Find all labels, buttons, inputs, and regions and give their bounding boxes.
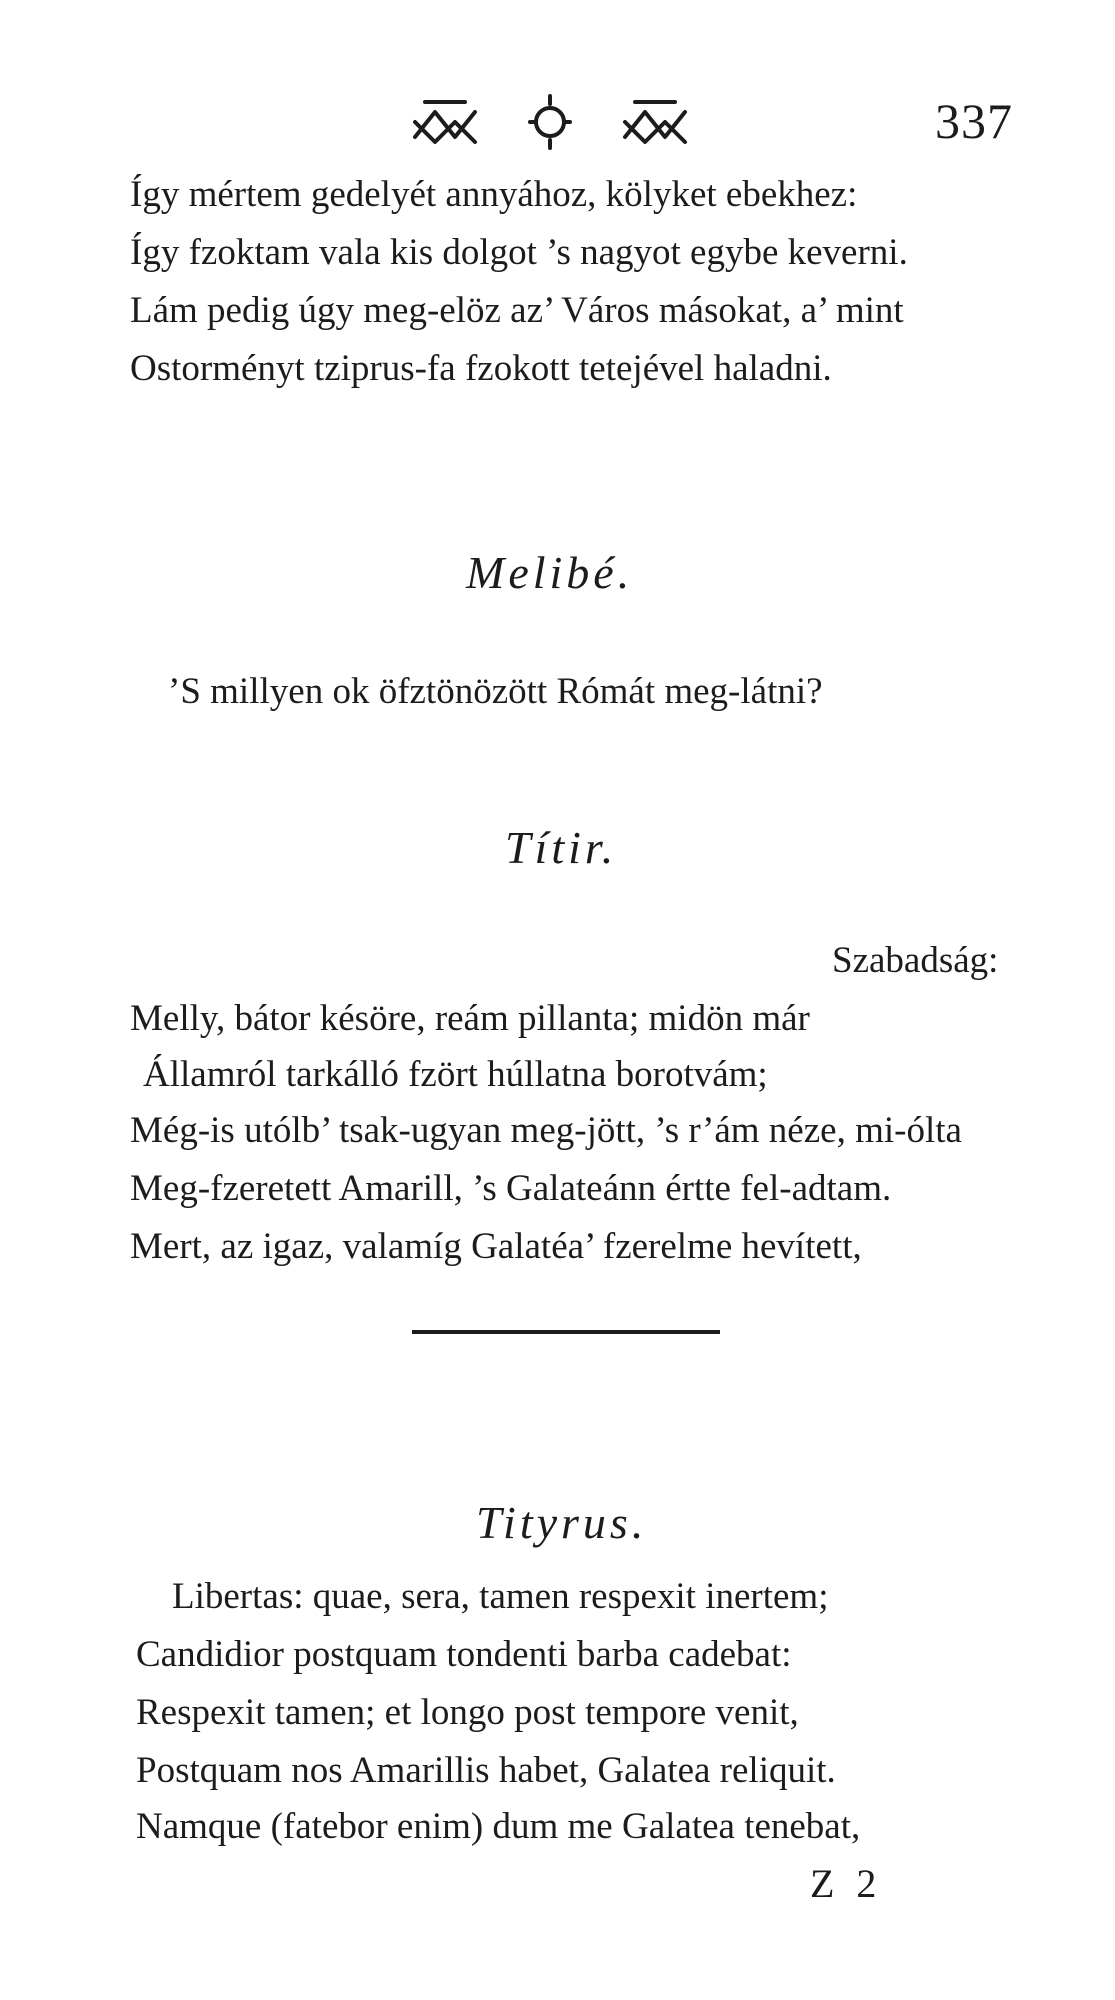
text-line: Szabadság: — [832, 940, 999, 981]
speaker-heading-titir: Títir. — [505, 822, 618, 873]
text-line: Postquam nos Amarillis habet, Galatea reliquit. — [136, 1750, 836, 1791]
section-divider-rule — [412, 1330, 720, 1334]
text-line: Így fzoktam vala kis dolgot ’s nagyot egybe keverni. — [130, 232, 908, 273]
speaker-heading-melibe: Melibé. — [466, 547, 634, 598]
text-line: Mert, az igaz, valamíg Galatéa’ fzerelme hevített, — [130, 1226, 862, 1267]
text-line: Lám pedig úgy meg-elöz az’ Város másokat, a’ mint — [130, 290, 904, 331]
page-number: 337 — [935, 93, 1013, 149]
text-line: Libertas: quae, sera, tamen respexit inertem; — [172, 1576, 829, 1617]
text-line: Respexit tamen; et longo post tempore venit, — [136, 1692, 799, 1733]
text-line: Államról tarkálló fzört húllatna borotvám; — [143, 1054, 768, 1095]
text-line: Még-is utólb’ tsak-ugyan meg-jött, ’s r’ám néze, mi-ólta — [130, 1110, 962, 1151]
printers-ornament-icon — [405, 92, 695, 152]
text-line: Namque (fatebor enim) dum me Galatea tenebat, — [136, 1806, 861, 1847]
speaker-heading-tityrus: Tityrus. — [476, 1497, 648, 1548]
signature-mark: Z 2 — [810, 1861, 883, 1906]
text-line: ’S millyen ok öfztönözött Rómát meg-látni? — [168, 671, 823, 712]
text-line: Candidior postquam tondenti barba cadebat: — [136, 1634, 792, 1675]
text-line: Melly, bátor késöre, reám pillanta; midön már — [130, 998, 810, 1039]
text-line: Ostorményt tziprus-fa fzokott tetejével haladni. — [130, 348, 832, 389]
text-line: Meg-fzeretett Amarill, ’s Galateánn értte fel-adtam. — [130, 1168, 892, 1209]
text-line: Így mértem gedelyét annyához, kölyket ebekhez: — [130, 174, 858, 215]
